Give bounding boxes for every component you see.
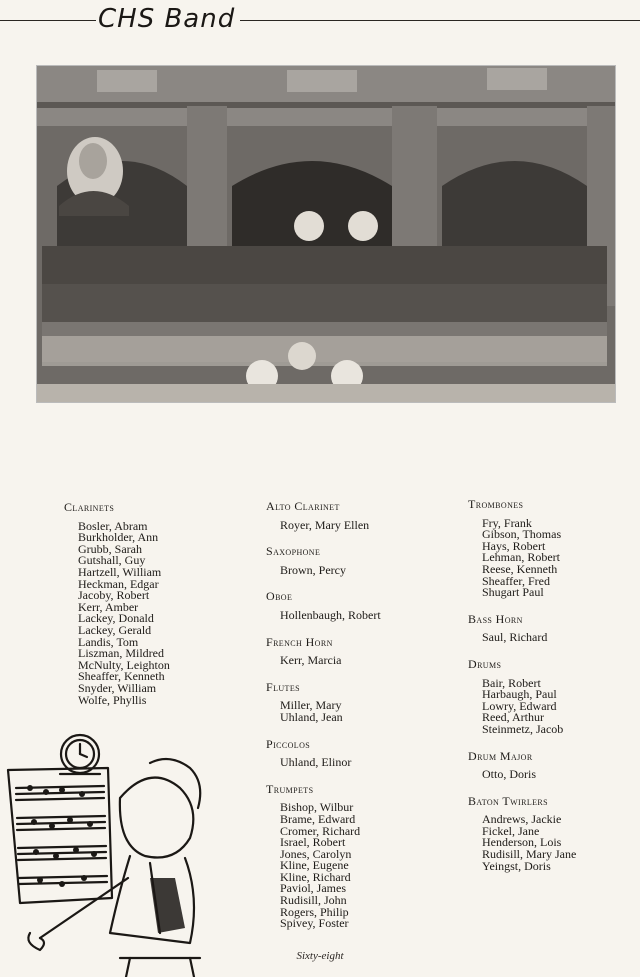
section-alto-clarinet [266,501,381,531]
clarinet-player-cartoon [0,728,235,977]
name-list [468,515,576,600]
page-title: CHS Band [98,4,236,34]
header-rule-left [0,20,96,21]
section-drums [468,656,576,736]
section-piccolos [266,736,381,770]
member-name: Brame, Edward [280,811,356,826]
member-name: Saul, Richard [482,630,548,645]
section-flutes [266,679,381,724]
member-name: Heckman, Edgar [78,576,159,591]
member-name: Paviol, James [280,881,346,896]
name-list [468,632,576,644]
member-name: Cromer, Richard [280,823,361,838]
member-name: Otto, Doris [482,767,536,782]
member-name: Burkholder, Ann [78,530,159,545]
member-name: McNulty, Leighton [78,657,170,672]
section-title: Trumpets [266,781,314,796]
member-name: Gutshall, Guy [78,553,146,568]
column-1 [64,502,170,721]
member-name: Bishop, Wilbur [280,800,354,815]
section-title: French Horn [266,634,333,649]
section-trombones [468,499,576,599]
name-list [468,675,576,736]
section-title: Baton Twirlers [468,793,549,808]
section-title: Saxophone [266,544,321,559]
section-drum-major [468,748,576,782]
name-list [468,814,576,872]
member-name: Yeingst, Doris [482,858,551,873]
name-list [266,757,381,769]
name-list [266,802,381,930]
member-name: Snyder, William [78,680,157,695]
member-name: Lehman, Robert [482,550,560,565]
column-2 [266,501,381,945]
member-name: Wolfe, Phyllis [78,692,147,707]
member-name: Bosler, Abram [78,518,148,533]
section-title: Alto Clarinet [266,499,340,513]
member-name: Reed, Arthur [482,710,544,725]
member-name: Shugart Paul [482,585,544,600]
section-title: Clarinets [64,500,115,514]
member-name: Uhland, Jean [280,709,343,724]
member-name: Liszman, Mildred [78,646,164,661]
member-name: Kline, Richard [280,869,351,884]
member-name: Steinmetz, Jacob [482,721,564,736]
member-name: Sheaffer, Fred [482,573,550,588]
member-name: Rogers, Philip [280,904,349,919]
member-name: Lackey, Donald [78,611,154,626]
member-name: Jacoby, Robert [78,588,150,603]
member-name: Fry, Frank [482,515,532,530]
section-saxophone [266,546,381,576]
section-french-horn [266,634,381,668]
member-name: Kerr, Marcia [280,653,342,668]
name-list [266,562,381,577]
header-rule-right [240,20,640,21]
member-name: Rudisill, Mary Jane [482,847,577,862]
member-name: Landis, Tom [78,634,139,649]
member-name: Henderson, Lois [482,835,562,850]
member-name: Lowry, Edward [482,698,557,713]
member-name: Hartzell, William [78,564,162,579]
section-title: Piccolos [266,736,311,751]
member-name: Royer, Mary Ellen [280,517,370,532]
band-photo [37,66,615,402]
name-list [266,607,381,622]
member-name: Brown, Percy [280,562,346,577]
page-header [0,0,640,40]
section-trumpets [266,781,381,931]
name-list [266,700,381,723]
member-name: Kline, Eugene [280,858,349,873]
name-list [468,769,576,781]
member-name: Andrews, Jackie [482,812,562,827]
member-name: Gibson, Thomas [482,527,562,542]
section-title: Drums [468,656,502,671]
member-name: Israel, Robert [280,835,346,850]
member-name: Bair, Robert [482,675,541,690]
member-name: Uhland, Elinor [280,755,352,770]
section-clarinets [64,502,170,706]
section-title: Oboe [266,589,293,604]
member-name: Lackey, Gerald [78,622,152,637]
member-name: Hollenbaugh, Robert [280,607,381,622]
member-name: Miller, Mary [280,698,342,713]
member-name: Fickel, Jane [482,823,540,838]
section-title: Bass Horn [468,611,523,626]
member-name: Reese, Kenneth [482,561,558,576]
section-bass-horn [468,611,576,645]
name-list [266,655,381,667]
name-list [266,517,381,532]
member-name: Kerr, Amber [78,599,139,614]
section-title: Trombones [468,497,524,511]
section-title: Flutes [266,679,300,694]
section-oboe [266,591,381,621]
member-name: Rudisill, John [280,893,347,908]
member-name: Jones, Carolyn [280,846,352,861]
member-name: Harbaugh, Paul [482,687,557,702]
page-number: Sixty-eight [296,950,344,962]
column-3 [468,499,576,887]
member-name: Spivey, Foster [280,916,349,931]
name-list [64,518,170,707]
member-name: Sheaffer, Kenneth [78,669,165,684]
section-title: Drum Major [468,748,533,763]
section-baton-twirlers [468,793,577,873]
member-name: Hays, Robert [482,538,546,553]
member-name: Grubb, Sarah [78,541,142,556]
